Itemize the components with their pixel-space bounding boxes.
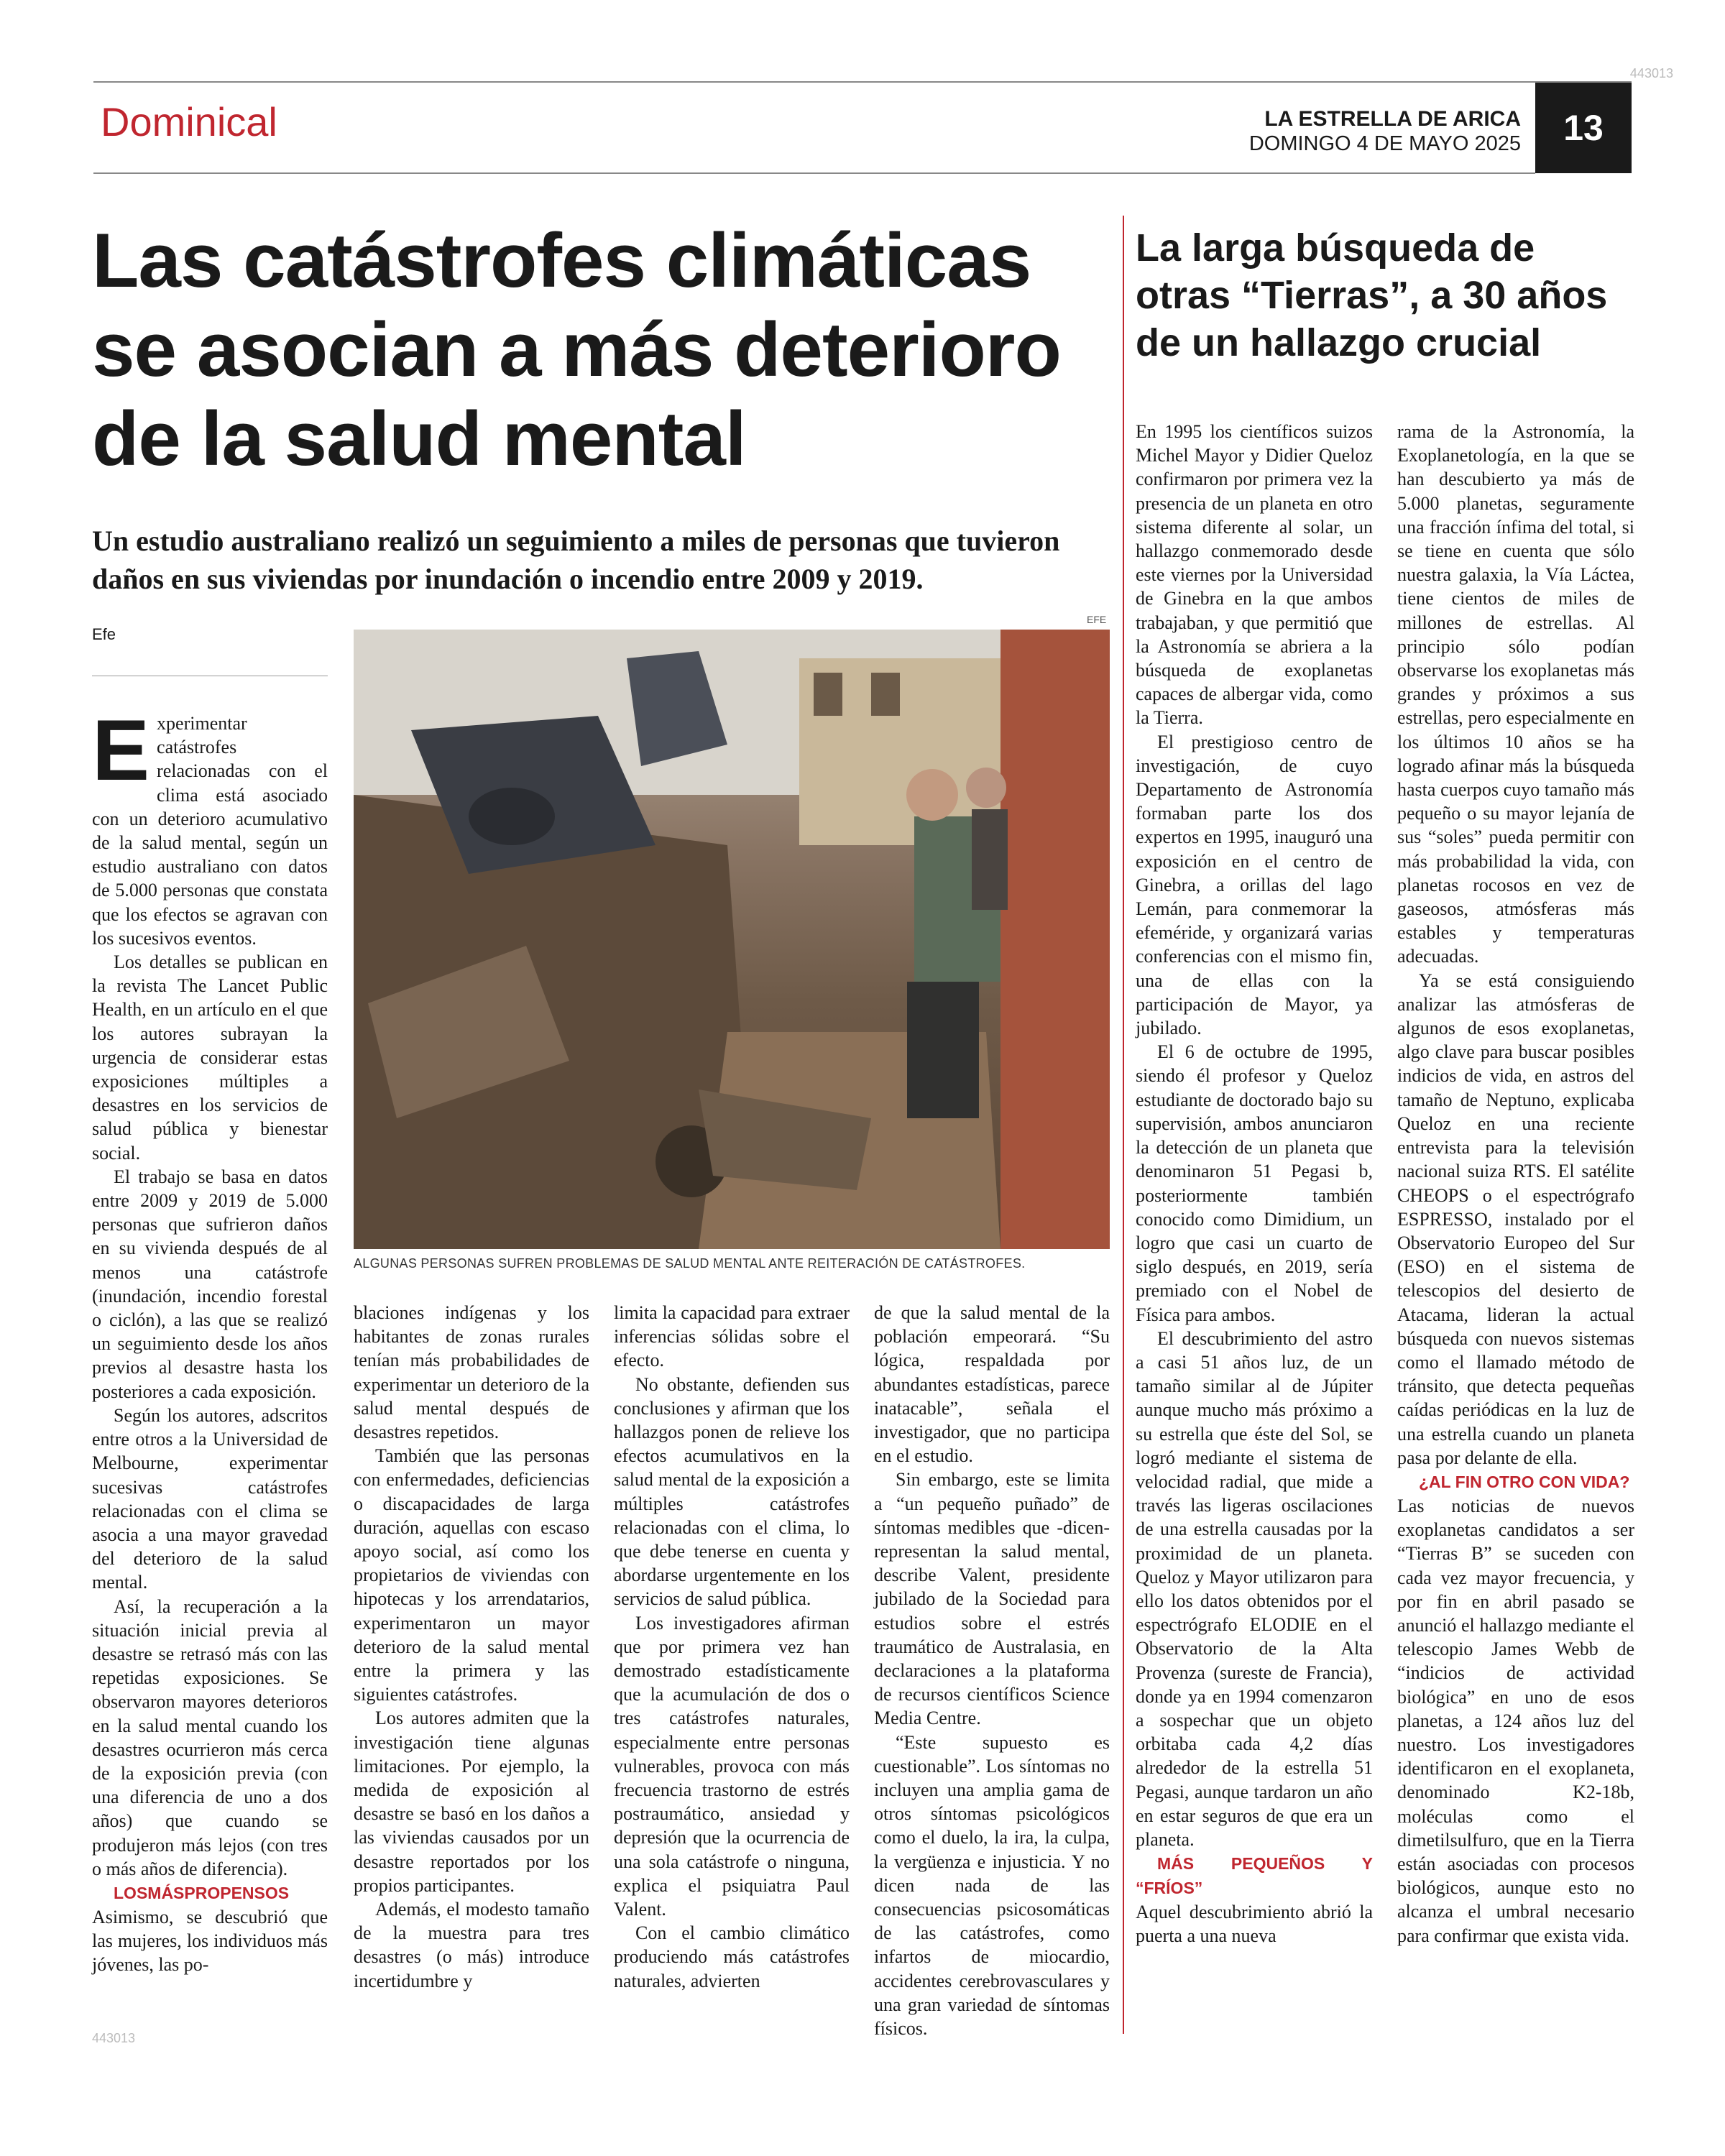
page-number-box — [1535, 83, 1632, 173]
paragraph: rama de la Astronomía, la Exoplanetología, en la que se han descubierto ya más de 5.000 planetas, seguramente una fracción ínfima del total, si se tiene en cuenta que sólo nuestra galaxia, la Vía Láctea, tiene cientos de miles de millones de estrellas. Al principio sólo podían observarse los exoplanetas más grandes y próximos a sus estrellas, pero especialmente en los últimos 10 años se ha logrado afinar más la búsqueda hasta cuerpos cuyo tamaño más pequeño o su mayor lejanía de sus “soles” pueda permitir con más probabilidad la vida, con planetas rocosos en vez de gaseosos, atmósferas más estables y temperaturas adecuadas. — [1397, 421, 1634, 967]
main-column-2 — [354, 1301, 589, 1993]
paragraph: limita la capacidad para extraer inferencias sólidas sobre el efecto. — [614, 1302, 850, 1371]
paragraph: No obstante, defienden sus conclusiones y afirman que los hallazgos ponen de relieve los efectos acumulativos en la salud mental de la exposición a múltiples catástrofes relacionadas con el clima, lo que debe tenerse en cuenta y abordarse urgentemente en los servicios de salud pública. — [614, 1373, 850, 1610]
watermark-bottom: 443013 — [92, 2031, 136, 2045]
paragraph: “Este supuesto es cuestionable”. Los síntomas no incluyen una amplia gama de otros síntomas psicológicos como el duelo, la ira, la culpa, la vergüenza e injusticia. Y no dicen nada de las consecuencias psicosomáticas de las catástrofes, como infartos de miocardio, accidentes cerebrovasculares y una gran variedad de síntomas físicos. — [874, 1731, 1110, 2040]
main-column-1 — [92, 702, 328, 1977]
dropcap: E — [92, 702, 150, 798]
header-rule-top — [93, 81, 1632, 83]
side-column-a — [1136, 420, 1373, 1948]
paragraph: Sin embargo, este se limita a “un pequeño puñado” de síntomas medibles que -dicen- representan la salud mental, describe Valent, presidente jubilado de la Sociedad para estudios sobre el estrés traumático de Australasia, en declaraciones a la plataforma de recursos científicos Science Media Centre. — [874, 1469, 1110, 1729]
paragraph: Las noticias de nuevos exoplanetas candidatos a ser “Tierras B” se suceden con cada vez mayor frecuencia, y por fin en abril pasado se anunció el hallazgo mediante el telescopio James Webb de “indicios de actividad biológica” en uno de esos planetas, a 124 años luz del nuestro. Los investigadores identificaron en el exoplaneta, denominado K2-18b, moléculas como el dimetilsulfuro, que en la Tierra están asociadas con procesos biológicos, aunque esto no alcanza el umbral necesario para confirmar que exista vida. — [1397, 1495, 1634, 1946]
paragraph: Los autores admiten que la investigación tiene algunas limitaciones. Por ejemplo, la medida de exposición al desastre se basó en los daños a las viviendas causados por un desastre reportados por los propios participantes. — [354, 1708, 589, 1896]
paragraph: blaciones indígenas y los habitantes de zonas rurales tenían más probabilidades de experimentar un deterioro de la salud mental después de desastres repetidos. — [354, 1302, 589, 1443]
paragraph: El prestigioso centro de investigación, de cuyo Departamento de Astronomía formaban parte los dos expertos en 1995, inauguró una exposición en el centro de Ginebra, a orillas del lago Lemán, para conmemorar la efeméride, y organizará varias conferencias con el mismo fin, una de ellas con la participación de Mayor, ya jubilado. — [1136, 731, 1373, 1039]
page-number: 13 — [1563, 108, 1604, 148]
subhead-pequenos: MÁS PEQUEÑOS Y “FRÍOS” — [1136, 1854, 1373, 1898]
paragraph: Los detalles se publican en la revista The Lancet Public Health, en un artículo en el que los autores subrayan la urgencia de considerar estas exposiciones múltiples a desastres en los servicios de salud pública y bienestar social. — [92, 952, 328, 1164]
paragraph: Aquel descubrimiento abrió la puerta a una nueva — [1136, 1902, 1373, 1947]
photo-caption: ALGUNAS PERSONAS SUFREN PROBLEMAS DE SALUD MENTAL ANTE REITERACIÓN DE CATÁSTROFES. — [354, 1256, 1026, 1271]
flood-photo — [354, 630, 1110, 1249]
issue-date: DOMINGO 4 DE MAYO 2025 — [1248, 132, 1521, 155]
flood-scene-illustration — [354, 630, 1110, 1249]
newspaper-name: LA ESTRELLA DE ARICA — [1264, 107, 1521, 131]
subhead-propensos: LOSMÁSPROPENSOS — [114, 1883, 290, 1902]
paragraph: xperimentar catástrofes relacionadas con el clima está asociado con un deterioro acumulativo de la salud mental, según un estudio australiano con datos de 5.000 personas que constata que los efectos se agravan con los sucesivos eventos. — [92, 713, 328, 949]
side-column-b — [1397, 420, 1634, 1948]
column-divider — [1123, 216, 1124, 2034]
paragraph: de que la salud mental de la población empeorará. “Su lógica, respaldada por abundantes estadísticas, parece inatacable”, señala el investigador, que no participa en el estudio. — [874, 1302, 1110, 1467]
paragraph: Los investigadores afirman que por primera vez han demostrado estadísticamente que la acumulación de dos o tres catástrofes naturales, especialmente entre personas vulnerables, provoca con más frecuencia trastorno de estrés postraumático, ansiedad y depresión que la ocurrencia de una sola catástrofe o ninguna, explica el psiquiatra Paul Valent. — [614, 1612, 850, 1920]
paragraph: Con el cambio climático produciendo más catástrofes naturales, advierten — [614, 1922, 850, 1991]
paragraph: Ya se está consiguiendo analizar las atmósferas de algunos de esos exoplanetas, algo clave para buscar posibles indicios de vida, en astros del tamaño de Neptuno, explicaba Queloz en una reciente entrevista para la televisión nacional suiza RTS. El satélite CHEOPS o el espectrógrafo ESPRESSO, instalado por el Observatorio Europeo del Sur (ESO) en el sistema de telescopios del desierto de Atacama, lideran la actual búsqueda con nuevos sistemas como el llamado método de tránsito, que detecta pequeñas caídas periódicas en la luz de una estrella cuando un planeta pasa por delante de ella. — [1397, 969, 1634, 1468]
side-title: La larga búsqueda de otras “Tierras”, a 30 años de un hallazgo crucial — [1136, 226, 1608, 364]
paragraph: El descubrimiento del astro a casi 51 años luz, de un tamaño similar al de Júpiter aunque mucho más próximo a su estrella que éste del Sol, se logró mediante el sistema de velocidad radial, que mide a través las ligeras oscilaciones de una estrella causadas por la proximidad de un planeta. Queloz y Mayor utilizaron para ello los datos obtenidos por el espectrógrafo ELODIE en el Observatorio de la Alta Provenza (sureste de Francia), donde ya en 1994 comenzaron a sospechar que un objeto orbitaba cada 4,2 días alrededor de la estrella 51 Pegasi, aunque tardaron un año en estar seguros de que era un planeta. — [1136, 1327, 1373, 1850]
paragraph: El trabajo se basa en datos entre 2009 y 2019 de 5.000 personas que sufrieron daños en su vivienda después de al menos una catástrofe (inundación, incendio forestal o ciclón), a las que se realizó un seguimiento desde los años previos al desastre hasta los posteriores a cada exposición. — [92, 1166, 328, 1402]
header-rule-bottom — [93, 172, 1535, 174]
subhead-vida: ¿AL FIN OTRO CON VIDA? — [1419, 1472, 1630, 1491]
paragraph: En 1995 los científicos suizos Michel Mayor y Didier Queloz confirmaron por primera vez la presencia de un planeta en otro sistema diferente al solar, un hallazgo conmemorado desde este viernes por la Universidad de Ginebra en la que ambos trabajaban, y que permitió que la Astronomía se abriera a la búsqueda de exoplanetas capaces de albergar vida, como la Tierra. — [1136, 421, 1373, 729]
main-column-3 — [614, 1301, 850, 1993]
photo-credit: EFE — [1087, 614, 1107, 625]
section-label: Dominical — [101, 99, 277, 144]
paragraph: Así, la recuperación a la situación inicial previa al desastre se retrasó más con las repetidas exposiciones. Se observaron mayores deterioros en la salud mental cuando los desastres ocurrieron más cerca de la exposición previa (con una diferencia de uno a dos años) que cuando se produjeron más lejos (con tres o más años de diferencia). — [92, 1595, 328, 1879]
paragraph: Además, el modesto tamaño de la muestra para tres desastres (o más) introduce incertidumbre y — [354, 1899, 589, 1991]
byline: Efe — [92, 625, 116, 643]
paragraph: También que las personas con enfermedades, deficiencias o discapacidades de larga duración, aquellas con escaso apoyo social, así como los propietarios de viviendas con hipotecas y los arrendatarios, experimentaron un mayor deterioro de la salud mental entre la primera y las siguientes catástrofes. — [354, 1445, 589, 1705]
main-deck: Un estudio australiano realizó un seguimiento a miles de personas que tuvieron daños en sus viviendas por inundación o incendio entre 2009 y 2019. — [92, 525, 1060, 595]
paragraph: El 6 de octubre de 1995, siendo él profesor y Queloz estudiante de doctorado bajo su supervisión, ambos anunciaron la detección de un planeta que denominaron 51 Pegasi b, posteriormente también conocido como Dimidium, un logro que casi un cuarto de siglo después, en 2019, sería premiado con el Nobel de Física para ambos. — [1136, 1041, 1373, 1325]
watermark-top: 443013 — [1629, 66, 1673, 80]
paragraph: Asimismo, se descubrió que las mujeres, los individuos más jóvenes, las po- — [92, 1906, 328, 1976]
main-title: Las catástrofes climáticas se asocian a más deterioro de la salud mental — [92, 217, 1061, 482]
main-column-4 — [874, 1301, 1110, 2040]
paragraph: Según los autores, adscritos entre otros a la Universidad de Melbourne, experimentar sucesivas catástrofes relacionadas con el clima se asocia a una mayor gravedad del deterioro de la salud mental. — [92, 1404, 328, 1593]
